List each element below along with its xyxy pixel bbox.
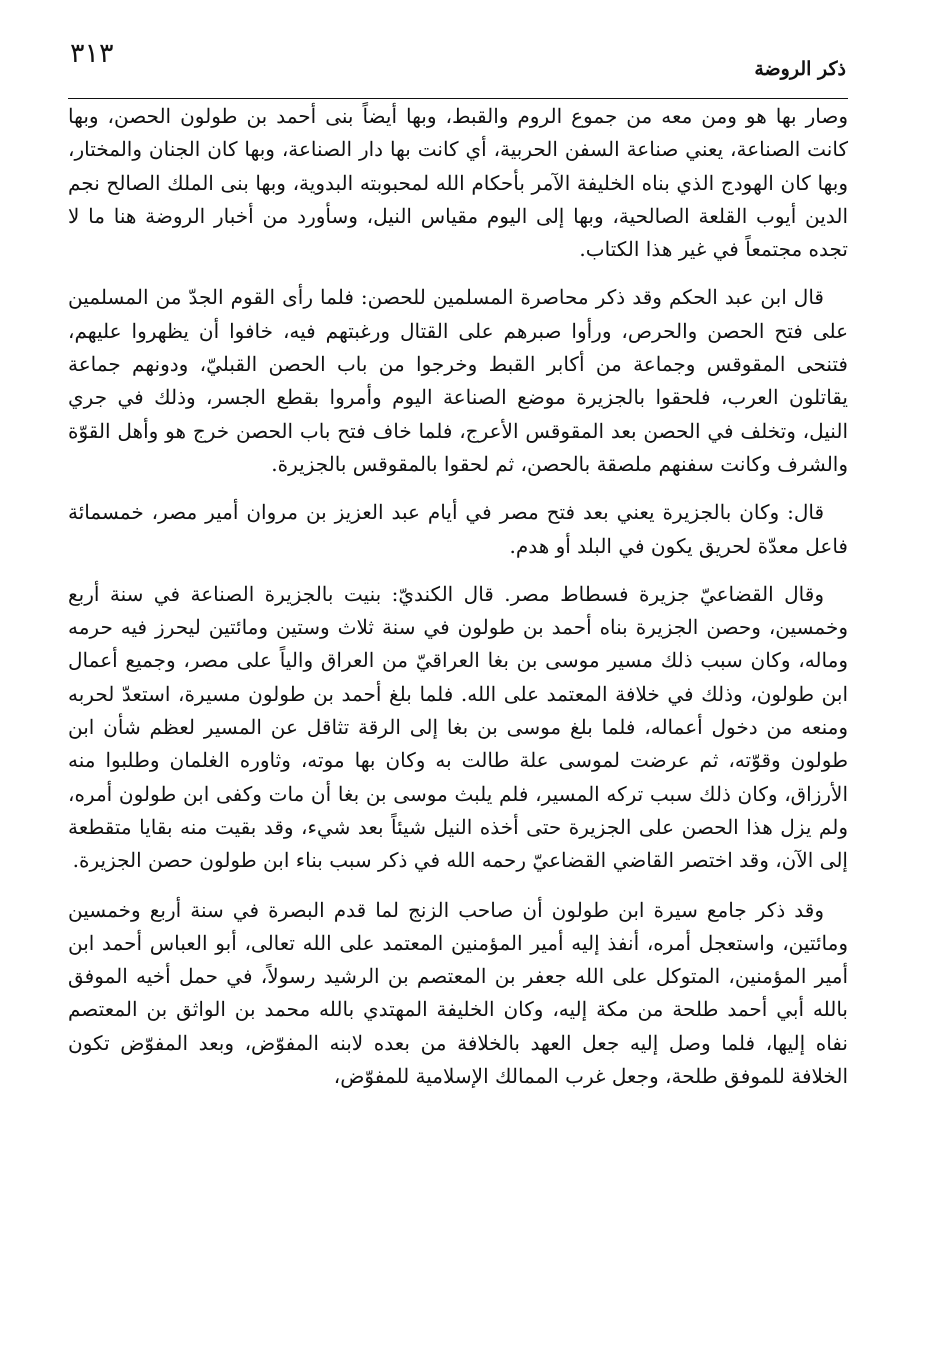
page-number: ٣١٣ (70, 38, 114, 69)
paragraph-4: وقال القضاعيّ جزيرة فسطاط مصر. قال الكنديّ: بنيت بالجزيرة الصناعة في سنة أربع وخمسين، وحصن الجزيرة بناه أحمد بن طولون في سنة ثلاث وستين ومائتين ليحرز فيه حرمه وماله، وكان سبب ذلك مسير موسى بن بغا العراقيّ من العراق والياً على مصر، وجميع أعمال ابن طولون، وذلك في خلافة المعتمد على الله. فلما بلغ أحمد بن طولون مسيرة، استعدّ لحربه ومنعه من دخول أعماله، فلما بلغ موسى بن بغا إلى الرقة تثاقل عن المسير لعظم شأن ابن طولون وقوّته، ثم عرضت لموسى علة طالت به وكان بها موته، وثاوره الغلمان وطلبوا منه الأرزاق، وكان ذلك سبب تركه المسير، فلم يلبث موسى بن بغا أن مات وكفى ابن طولون أمره، ولم يزل هذا الحصن على الجزيرة حتى أخذه النيل شيئاً بعد شيء، وقد بقيت منه بقايا متقطعة إلى الآن، وقد اختصر القاضي القضاعيّ رحمه الله في ذكر سبب بناء ابن طولون حصن الجزيرة. (68, 581, 848, 873)
running-title: ذكر الروضة (754, 58, 846, 80)
paragraph-5: وقد ذكر جامع سيرة ابن طولون أن صاحب الزنج لما قدم البصرة في سنة أربع وخمسين ومائتين، واستعجل أمره، أنفذ إليه أمير المؤمنين المعتمد على الله تعالى، أبو العباس أحمد ابن أمير المؤمنين، المتوكل على الله جعفر بن المعتصم بن الرشيد رسولاً، في حمل أخيه الموفق بالله أبي أحمد طلحة من مكة إليه، وكان الخليفة المهتدي بالله محمد بن الواثق بن المعتصم نفاه إليها، فلما وصل إليه جعل العهد بالخلافة من بعده لابنه المفوّض، وبعد المفوّض تكون الخلافة للموفق طلحة، وجعل غرب الممالك الإسلامية للمفوّض، (68, 897, 848, 1089)
paragraph-3: قال: وكان بالجزيرة يعني بعد فتح مصر في أيام عبد العزيز بن مروان أمير مصر، خمسمائة فاعل معدّة لحريق يكون في البلد أو هدم. (68, 500, 848, 558)
paragraph-1: وصار بها هو ومن معه من جموع الروم والقبط، وبها أيضاً بنى أحمد بن طولون الحصن، وبها كانت الصناعة، يعني صناعة السفن الحربية، أي كانت بها دار الصناعة، وبها كان الجنان والمختار، وبها كان الهودج الذي بناه الخليفة الآمر بأحكام الله لمحبوبته البدوية، وبها بنى الملك الصالح نجم الدين أيوب القلعة الصالحية، وبها إلى اليوم مقياس النيل، وسأورد من أخبار الروضة هنا ما لا تجده مجتمعاً في غير هذا الكتاب. (68, 104, 848, 262)
body-text (68, 100, 848, 1093)
page-header (68, 38, 848, 99)
paragraph-2: قال ابن عبد الحكم وقد ذكر محاصرة المسلمين للحصن: فلما رأى القوم الجدّ من المسلمين على فتح الحصن والحرص، ورأوا صبرهم على القتال ورغبتهم فيه، خافوا أن يظهروا عليهم، فتنحى المقوقس وجماعة من أكابر القبط وخرجوا من باب الحصن القبليّ، ودونهم جماعة يقاتلون العرب، فلحقوا بالجزيرة موضع الصناعة اليوم وأمروا بقطع الجسر، وذلك في جري النيل، وتخلف في الحصن بعد المقوقس الأعرج، فلما خاف فتح باب الحصن خرج هو وأهل القوّة والشرف وكانت سفنهم ملصقة بالحصن، ثم لحقوا بالمقوقس بالجزيرة. (68, 285, 849, 476)
